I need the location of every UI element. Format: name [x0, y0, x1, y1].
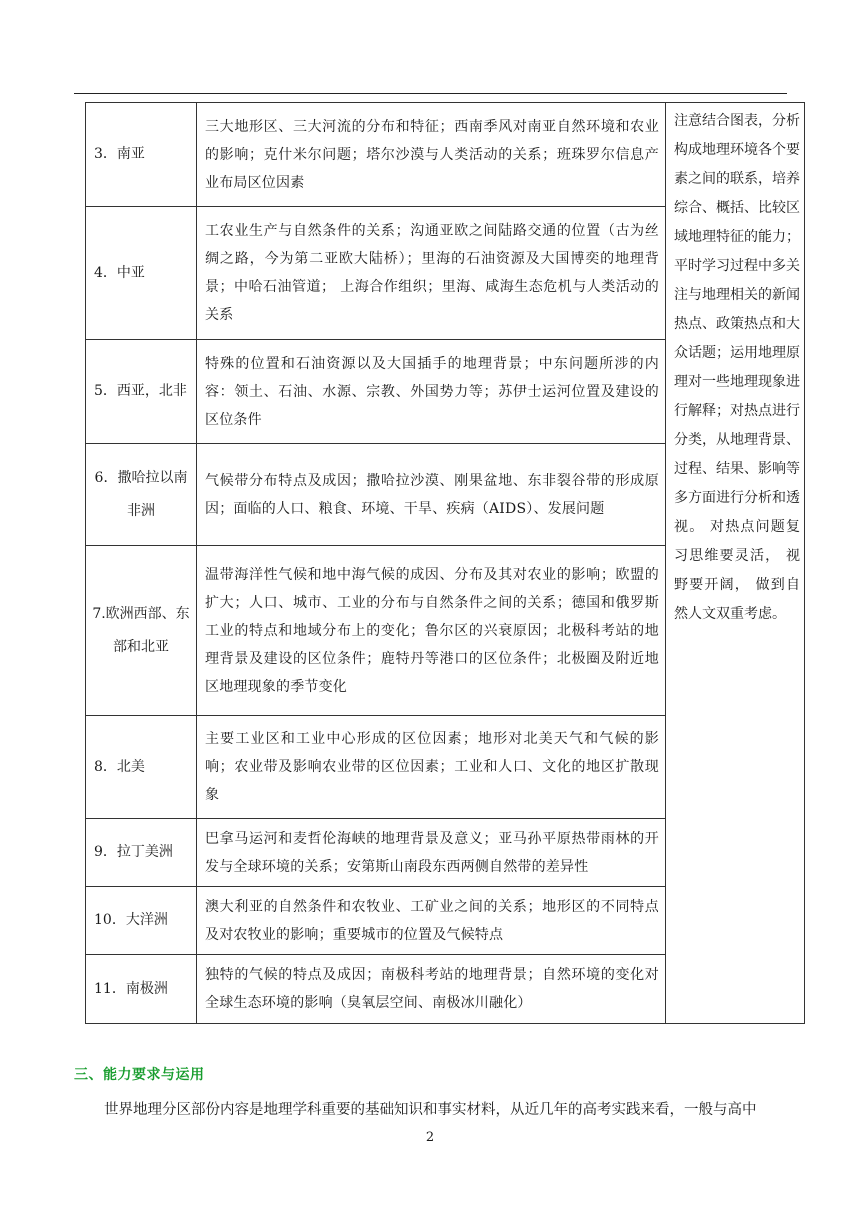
content-cell: 巴拿马运河和麦哲伦海峡的地理背景及意义；亚马孙平原热带雨林的开发与全球环境的关系；安第斯山南段东西两侧自然带的差异性: [197, 819, 666, 887]
region-cell: 7.欧洲西部、东部和北亚: [86, 546, 197, 716]
syllabus-table: [85, 102, 805, 1024]
body-paragraph: 世界地理分区部份内容是地理学科重要的基础知识和事实材料，从近几年的高考实践来看，一般与高中: [104, 1102, 757, 1118]
region-cell: 8．北美: [86, 716, 197, 819]
region-cell: 10．大洋洲: [86, 887, 197, 955]
content-cell: 温带海洋性气候和地中海气候的成因、分布及其对农业的影响；欧盟的扩大；人口、城市、工业的分布与自然条件之间的关系；德国和俄罗斯工业的特点和地域分布上的变化；鲁尔区的兴衰原因；北极科考站的地理背景及建设的区位条件；鹿特丹等港口的区位条件；北极圈及附近地区地理现象的季节变化: [197, 546, 666, 716]
content-cell: 特殊的位置和石油资源以及大国插手的地理背景；中东问题所涉的内容：领土、石油、水源、宗教、外国势力等；苏伊士运河位置及建设的区位条件: [197, 340, 666, 444]
content-cell: 主要工业区和工业中心形成的区位因素；地形对北美天气和气候的影响；农业带及影响农业带的区位因素；工业和人口、文化的地区扩散现象: [197, 716, 666, 819]
region-cell: 5．西亚，北非: [86, 340, 197, 444]
section-heading: 三、能力要求与运用: [74, 1067, 205, 1083]
page-number: 2: [425, 1130, 435, 1145]
region-cell: 4．中亚: [86, 207, 197, 340]
region-cell: 9．拉丁美洲: [86, 819, 197, 887]
content-cell: 澳大利亚的自然条件和农牧业、工矿业之间的关系；地形区的不同特点及对农牧业的影响；重要城市的位置及气候特点: [197, 887, 666, 955]
content-cell: 气候带分布特点及成因；撒哈拉沙漠、刚果盆地、东非裂谷带的形成原因；面临的人口、粮食、环境、干旱、疾病（AIDS）、发展问题: [197, 444, 666, 546]
region-cell: 11．南极洲: [86, 955, 197, 1024]
region-cell: 3．南亚: [86, 103, 197, 207]
content-cell: 独特的气候的特点及成因；南极科考站的地理背景；自然环境的变化对全球生态环境的影响（臭氧层空间、南极冰川融化）: [197, 955, 666, 1024]
content-cell: 三大地形区、三大河流的分布和特征；西南季风对南亚自然环境和农业的影响；克什米尔问题；塔尔沙漠与人类活动的关系；班珠罗尔信息产业布局区位因素: [197, 103, 666, 207]
table-row: [86, 103, 805, 207]
content-cell: 工农业生产与自然条件的关系；沟通亚欧之间陆路交通的位置（古为丝绸之路，今为第二亚欧大陆桥）；里海的石油资源及大国博奕的地理背景；中哈石油管道； 上海合作组织；里海、咸海生态危机与人类活动的关系: [197, 207, 666, 340]
region-cell: 6．撒哈拉以南非洲: [86, 444, 197, 546]
advice-cell: 注意结合图表，分析构成地理环境各个要素之间的联系，培养综合、概括、比较区域地理特征的能力； 平时学习过程中多关注与地理相关的新闻热点、政策热点和大众话题；运用地理原理对一些地理现象进行解释；对热点进行分类，从地理背景、过程、结果、影响等多方面进行分析和透视。 对热点问题复习思维要灵活， 视野要开阔， 做到自然人文双重考虑。: [666, 103, 805, 1024]
header-rule: [74, 93, 787, 94]
